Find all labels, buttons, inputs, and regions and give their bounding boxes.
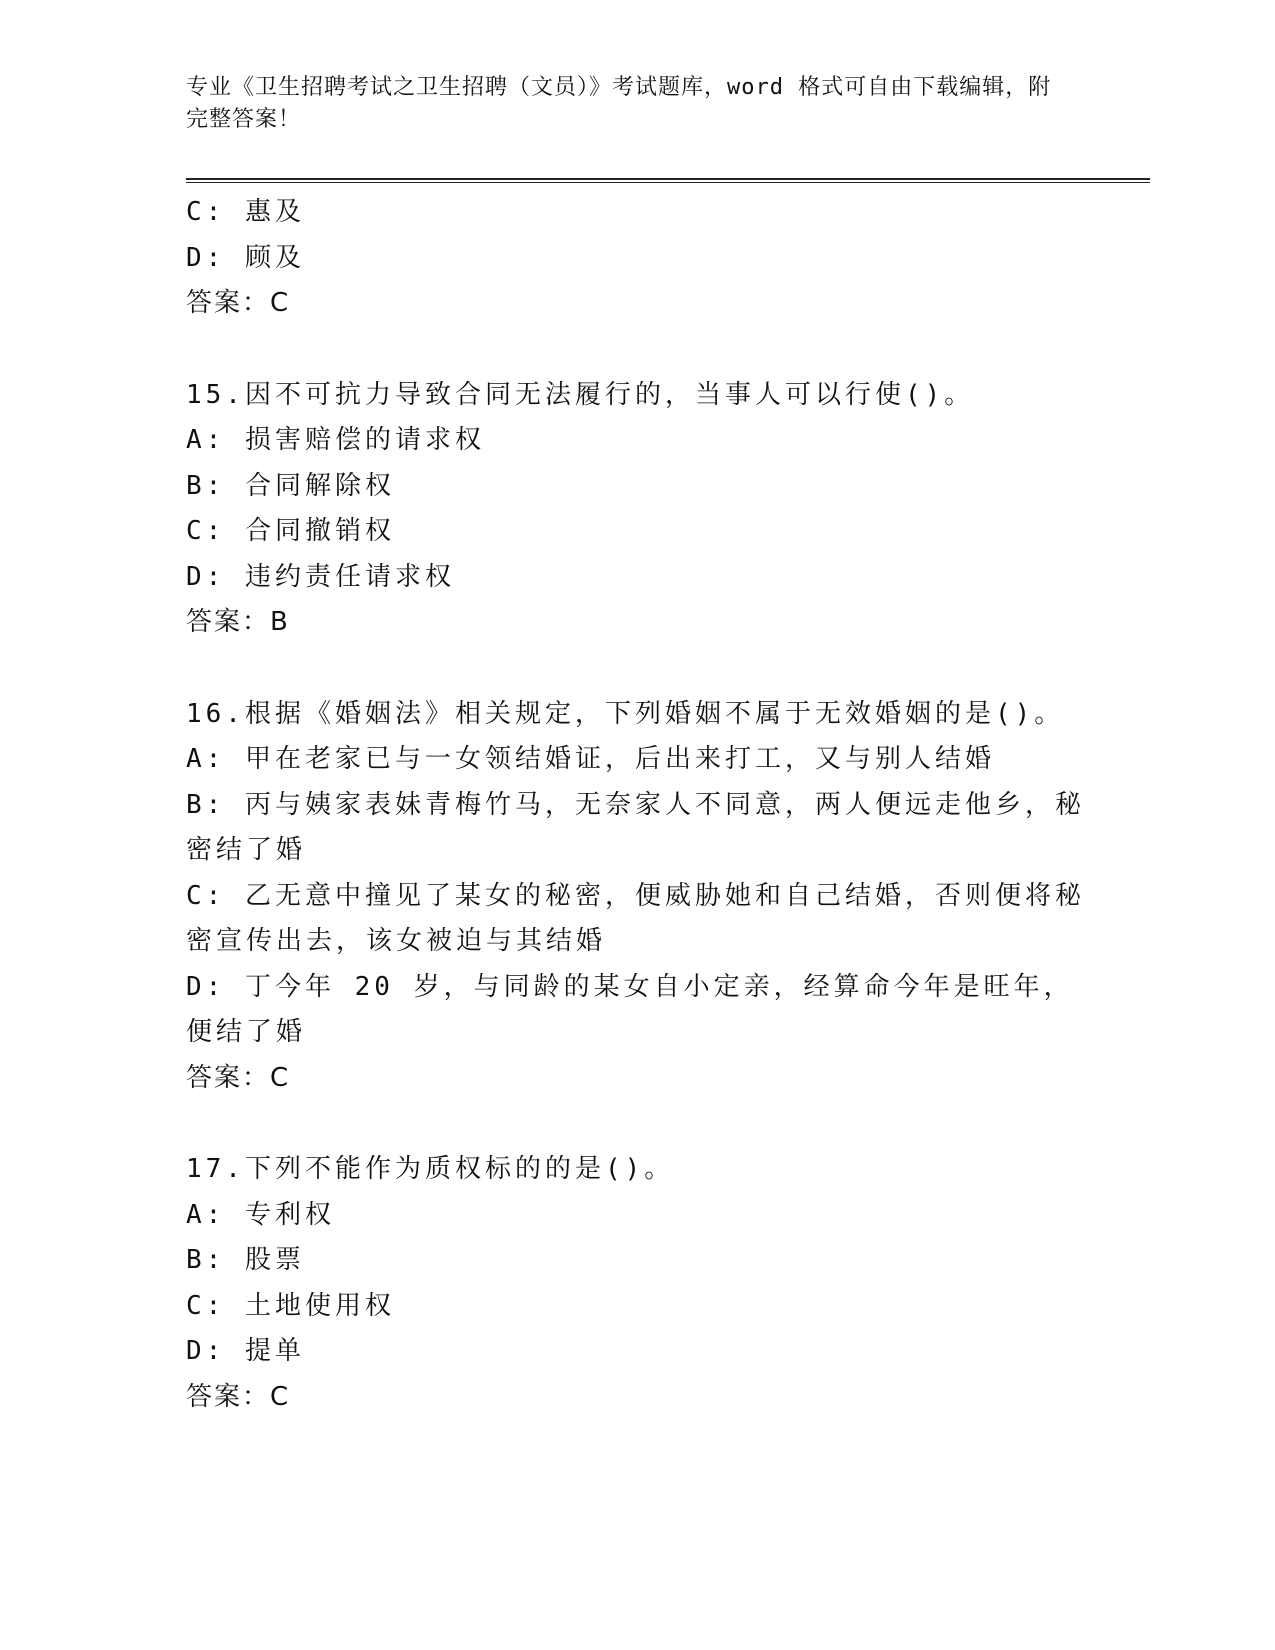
option-b: B: 合同解除权 xyxy=(186,470,395,501)
option-c: C: 惠及 xyxy=(186,197,305,227)
question-17 xyxy=(186,1147,1086,1420)
option-a: A: 甲在老家已与一女领结婚证，后出来打工，又与别人结婚 xyxy=(186,744,995,774)
question-stem: 17.下列不能作为质权标的的是()。 xyxy=(186,1154,675,1184)
document-header xyxy=(186,72,1066,136)
question-stem: 16.根据《婚姻法》相关规定，下列婚姻不属于无效婚姻的是()。 xyxy=(186,698,1065,729)
header-divider xyxy=(186,178,1150,183)
question-list xyxy=(186,190,1086,1420)
option-d: D: 提单 xyxy=(186,1336,305,1366)
option-a: A: 专利权 xyxy=(186,1199,335,1230)
answer-line: 答案：C xyxy=(186,1381,291,1412)
option-b: B: 丙与姨家表妹青梅竹马，无奈家人不同意，两人便远走他乡，秘密结了婚 xyxy=(186,789,1085,865)
option-a: A: 损害赔偿的请求权 xyxy=(186,425,485,455)
question-stem: 15.因不可抗力导致合同无法履行的，当事人可以行使()。 xyxy=(186,379,975,410)
spacer xyxy=(186,646,1086,692)
spacer xyxy=(186,327,1086,373)
option-d: D: 顾及 xyxy=(186,242,305,273)
option-d: D: 违约责任请求权 xyxy=(186,561,455,592)
option-c: C: 合同撤销权 xyxy=(186,516,395,546)
option-b: B: 股票 xyxy=(186,1245,305,1275)
answer-line: 答案：B xyxy=(186,607,290,637)
spacer xyxy=(186,1101,1086,1147)
option-c: C: 乙无意中撞见了某女的秘密，便威胁她和自己结婚，否则便将秘密宣传出去，该女被迫与其结婚 xyxy=(186,880,1085,956)
header-title: 专业《卫生招聘考试之卫生招聘（文员）》考试题库，word 格式可自由下载编辑，附完整答案！ xyxy=(186,75,1052,132)
question-16 xyxy=(186,692,1086,1102)
answer-line: 答案：C xyxy=(186,1062,291,1093)
option-c: C: 土地使用权 xyxy=(186,1290,395,1321)
answer-line: 答案：C xyxy=(186,288,291,318)
question-15 xyxy=(186,373,1086,646)
question-carryover xyxy=(186,190,1086,327)
option-d: D: 丁今年 20 岁，与同龄的某女自小定亲，经算命今年是旺年，便结了婚 xyxy=(186,971,1074,1047)
